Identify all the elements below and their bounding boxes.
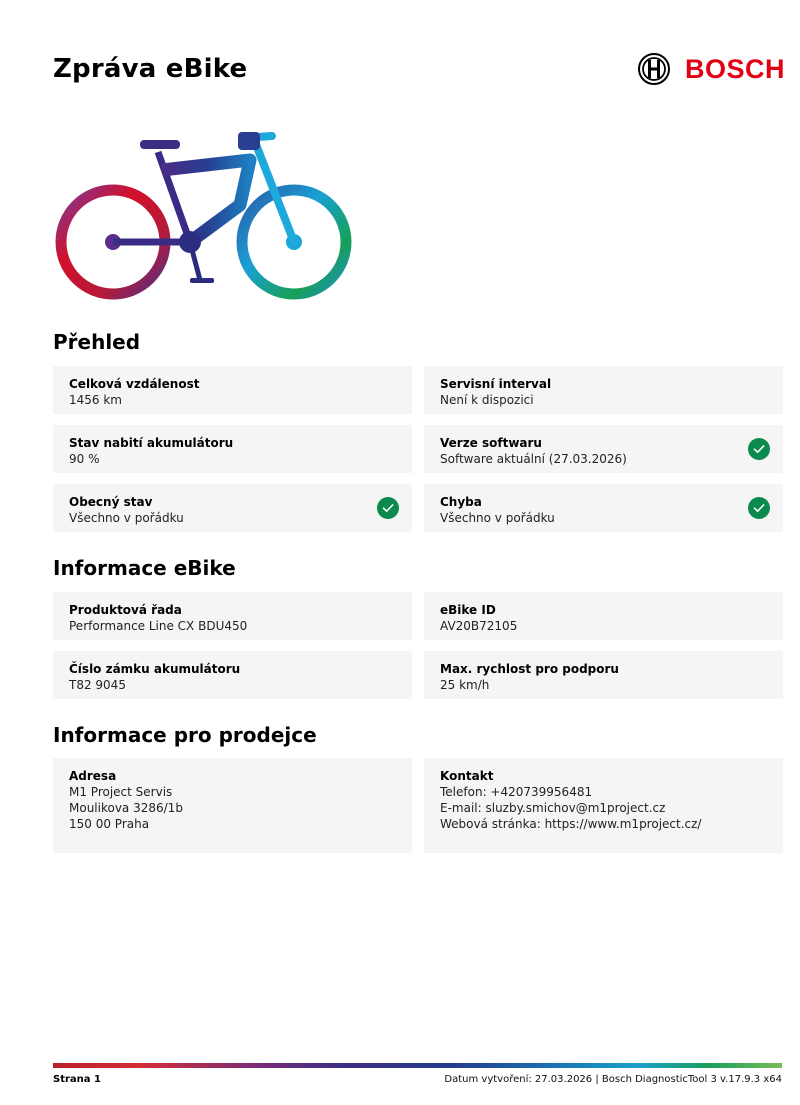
card-value: 25 km/h — [440, 678, 490, 692]
card-value: 1456 km — [69, 393, 122, 407]
card-dealer-contact — [424, 758, 783, 853]
bosch-wordmark: BOSCH — [685, 53, 786, 84]
address-line: Moulikova 3286/1b — [69, 801, 183, 815]
address-line: M1 Project Servis — [69, 785, 173, 799]
card-total-distance — [53, 366, 412, 414]
footer-created-info: Datum vytvoření: 27.03.2026 | Bosch DiagnosticTool 3 v.17.9.3 x64 — [444, 1074, 782, 1085]
check-circle-icon — [748, 497, 770, 519]
card-value: AV20B72105 — [440, 619, 518, 633]
card-label: eBike ID — [440, 603, 496, 617]
card-value: Software aktuální (27.03.2026) — [440, 452, 627, 466]
card-label: Servisní interval — [440, 377, 552, 391]
card-label: Číslo zámku akumulátoru — [69, 662, 241, 676]
card-value: Všechno v pořádku — [69, 511, 184, 525]
ebike-info-heading: Informace eBike — [53, 556, 236, 580]
address-line: 150 00 Praha — [69, 817, 150, 831]
card-value: Není k dispozici — [440, 393, 534, 407]
card-value: Performance Line CX BDU450 — [69, 619, 248, 633]
bosch-logo — [637, 52, 785, 86]
ebike-illustration — [50, 130, 360, 310]
footer-color-bar — [53, 1063, 782, 1068]
card-label: Chyba — [440, 495, 482, 509]
page-number: Strana 1 — [53, 1074, 101, 1085]
card-label: Kontakt — [440, 769, 494, 783]
card-ebike-id — [424, 592, 783, 640]
dealer-info-heading: Informace pro prodejce — [53, 723, 317, 747]
card-software-version — [424, 425, 783, 473]
overview-heading: Přehled — [53, 330, 141, 354]
card-product-line — [53, 592, 412, 640]
card-label: Produktová řada — [69, 603, 182, 617]
card-value: Všechno v pořádku — [440, 511, 555, 525]
card-label: Adresa — [69, 769, 117, 783]
card-service-interval — [424, 366, 783, 414]
check-circle-icon — [748, 438, 770, 460]
card-value: T82 9045 — [69, 678, 126, 692]
card-battery-charge — [53, 425, 412, 473]
contact-phone: Telefon: +420739956481 — [440, 785, 593, 799]
card-value: 90 % — [69, 452, 100, 466]
card-error — [424, 484, 783, 532]
contact-website: Webová stránka: https://www.m1project.cz/ — [440, 817, 702, 831]
check-circle-icon — [377, 497, 399, 519]
card-battery-lock — [53, 651, 412, 699]
card-label: Max. rychlost pro podporu — [440, 662, 619, 676]
card-max-assist-speed — [424, 651, 783, 699]
card-dealer-address — [53, 758, 412, 853]
card-general-status — [53, 484, 412, 532]
card-label: Stav nabití akumulátoru — [69, 436, 234, 450]
card-label: Celková vzdálenost — [69, 377, 200, 391]
bosch-armature-icon — [637, 52, 671, 86]
card-label: Obecný stav — [69, 495, 153, 509]
page-title: Zpráva eBike — [53, 54, 248, 84]
card-label: Verze softwaru — [440, 436, 542, 450]
contact-email: E-mail: sluzby.smichov@m1project.cz — [440, 801, 666, 815]
